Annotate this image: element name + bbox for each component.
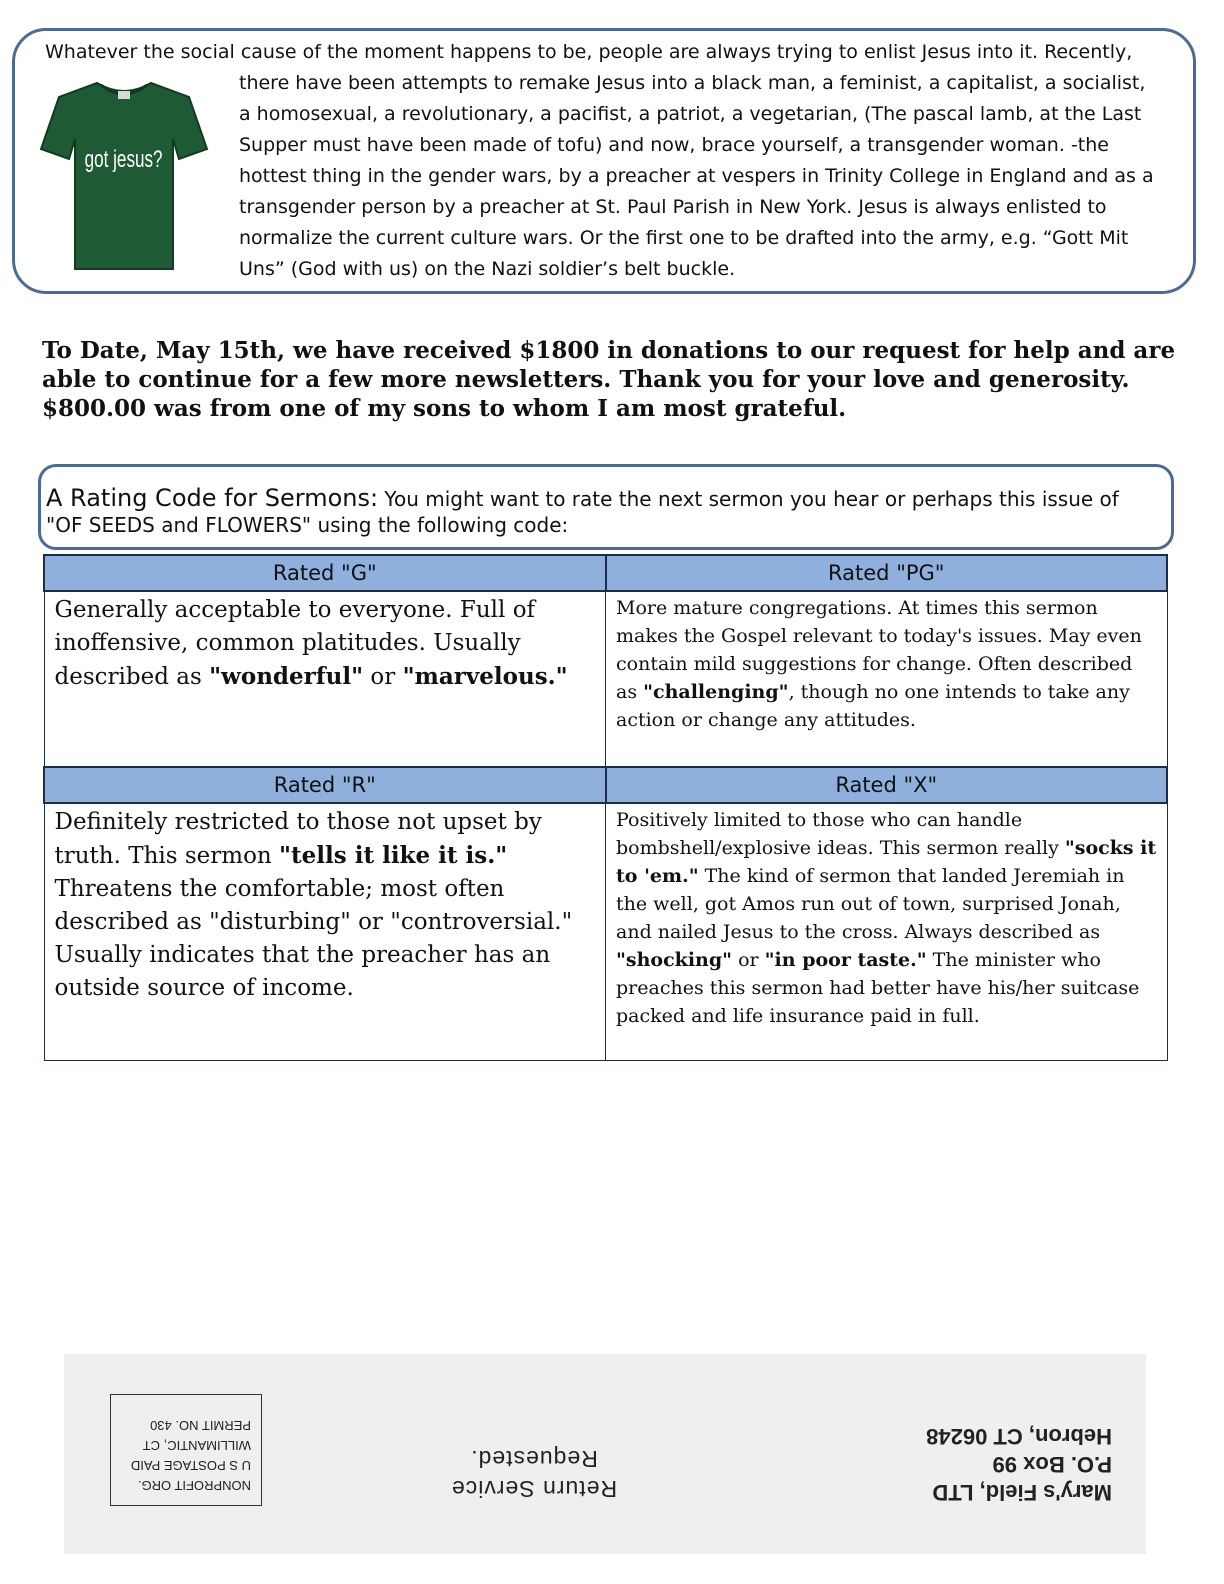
sender-line: P.O. Box 99 (992, 1452, 1112, 1477)
rated-g-description: Generally acceptable to everyone. Full of inoffensive, common platitudes. Usually described as "wonderful" or "marvelous." (44, 591, 606, 767)
tshirt-shape (41, 83, 207, 269)
article-line: Supper must have been made of tofu) and now, brace yourself, a transgender woman. -the (239, 134, 1109, 156)
rating-intro-line-1 (46, 485, 1119, 512)
donation-notice (42, 336, 1192, 423)
rating-intro-text: You might want to rate the next sermon you hear or perhaps this issue of (378, 487, 1119, 511)
permit-line: PERMIT NO. 430 (150, 1418, 251, 1433)
mailing-panel (64, 1354, 1146, 1554)
postage-permit-box (110, 1394, 262, 1506)
article-box (12, 28, 1196, 294)
ratings-row (44, 591, 1167, 767)
sender-address (872, 1422, 1112, 1506)
return-service-requested (436, 1444, 632, 1504)
article-line: transgender person by a preacher at St. Paul Parish in New York. Jesus is always enlisted to (239, 196, 1107, 218)
article-body (239, 68, 1189, 285)
rated-pg-description: More mature congregations. At times this sermon makes the Gospel relevant to today's issues. May even contain mild suggestions for change. Often described as "challenging", though no one intends to take any action or change any attitudes. (606, 591, 1168, 767)
permit-line: WILLIMANTIC, CT (142, 1438, 251, 1453)
rated-r-description: Definitely restricted to those not upset by truth. This sermon "tells it like it is." Threatens the comfortable; most often described as "disturbing" or "controversial." Usually indicates that the preacher has an outside source of income. (44, 803, 606, 1061)
tshirt-text: got jesus? (84, 146, 163, 173)
ratings-header-row (44, 767, 1167, 803)
ratings-header-row (44, 555, 1167, 591)
tshirt-image (39, 77, 209, 273)
article-line: Uns” (God with us) on the Nazi soldier’s belt buckle. (239, 258, 736, 280)
permit-line: U S POSTAGE PAID (130, 1458, 251, 1473)
return-line: Return Service (450, 1476, 618, 1502)
article-line: there have been attempts to remake Jesus into a black man, a feminist, a capitalist, a socialist, (239, 72, 1146, 94)
ratings-row (44, 803, 1167, 1061)
article-line: normalize the current culture wars. Or the first one to be drafted into the army, e.g. “Gott Mit (239, 227, 1129, 249)
article-line: a homosexual, a revolutionary, a pacifist, a patriot, a vegetarian, (The pascal lamb, at the Last (239, 103, 1142, 125)
rated-pg-header: Rated "PG" (606, 555, 1168, 591)
rating-intro-box (38, 464, 1174, 550)
sender-line: Mary's Field, LTD (932, 1480, 1112, 1505)
rating-intro-line-2: "OF SEEDS and FLOWERS" using the following code: (46, 513, 569, 537)
rated-r-header: Rated "R" (44, 767, 606, 803)
rated-g-header: Rated "G" (44, 555, 606, 591)
ratings-table (43, 554, 1168, 1061)
donation-line: To Date, May 15th, we have received $1800 in donations to our request for help and are (42, 337, 1176, 364)
donation-line: able to continue for a few more newsletters. Thank you for your love and generosity. (42, 366, 1130, 393)
article-line: hottest thing in the gender wars, by a preacher at vespers in Trinity College in England and as a (239, 165, 1154, 187)
article-line-1: Whatever the social cause of the moment happens to be, people are always trying to enlist Jesus into it. Recently, (45, 41, 1133, 63)
donation-line: $800.00 was from one of my sons to whom I am most grateful. (42, 395, 847, 422)
sender-line: Hebron, CT 06248 (926, 1424, 1112, 1449)
rated-x-description: Positively limited to those who can handle bombshell/explosive ideas. This sermon really "socks it to 'em." The kind of sermon that landed Jeremiah in the well, got Amos run out of town, surprised Jonah, and nailed Jesus to the cross. Always described as "shocking" or "in poor taste." The minister who preaches this sermon had better have his/her suitcase packed and life insurance paid in full. (606, 803, 1168, 1061)
rated-x-header: Rated "X" (606, 767, 1168, 803)
return-line: Requested. (470, 1446, 598, 1472)
permit-line: NONPROFIT ORG. (137, 1478, 251, 1493)
rating-intro-title: A Rating Code for Sermons: (46, 484, 379, 512)
